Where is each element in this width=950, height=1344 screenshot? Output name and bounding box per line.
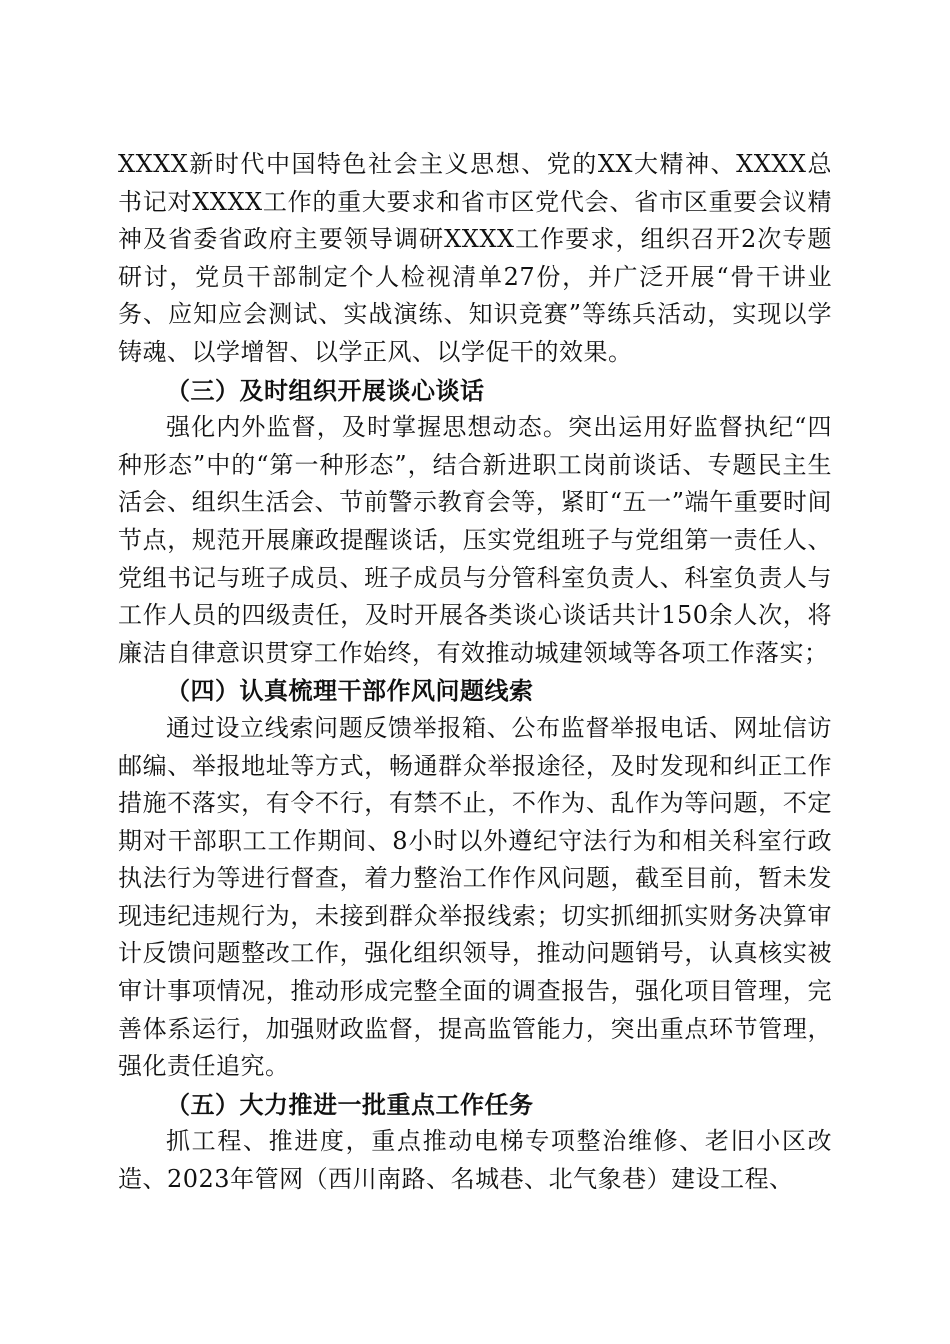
document-page [118,146,832,1199]
section-heading-5: （五）大力推进一批重点工作任务 [166,1089,534,1119]
body-paragraph-5: 抓工程、推进度，重点推动电梯专项整治维修、老旧小区改造、2023年管网（西川南路、名城巷、北气象巷）建设工程、 [118,1127,832,1194]
body-paragraph-3: 强化内外监督，及时掌握思想动态。突出运用好监督执纪“四种形态”中的“第一种形态”，结合新进职工岗前谈话、专题民主生活会、组织生活会、节前警示教育会等，紧盯“五一”端午重要时间节点，规范开展廉政提醒谈话，压实党组班子与党组第一责任人、党组书记与班子成员、班子成员与分管科室负责人、科室负责人与工作人员的四级责任，及时开展各类谈心谈话共计150余人次，将廉洁自律意识贯穿工作始终，有效推动城建领域等各项工作落实； [118,413,832,667]
section-heading-4: （四）认真梳理干部作风问题线索 [166,676,534,706]
body-paragraph-4: 通过设立线索问题反馈举报箱、公布监督举报电话、网址信访邮编、举报地址等方式，畅通群众举报途径，及时发现和纠正工作措施不落实，有令不行，有禁不止，不作为、乱作为等问题，不定期对干部职工工作期间、8小时以外遵纪守法行为和相关科室行政执法行为等进行督查，着力整治工作作风问题，截至目前，暂未发现违纪违规行为，未接到群众举报线索；切实抓细抓实财务决算审计反馈问题整改工作，强化组织领导，推动问题销号，认真核实被审计事项情况，推动形成完整全面的调查报告，强化项目管理，完善体系运行，加强财政监督，提高监管能力，突出重点环节管理，强化责任追究。 [118,713,832,1081]
section-heading-3: （三）及时组织开展谈心谈话 [166,375,485,405]
body-paragraph-continuation: XXXX新时代中国特色社会主义思想、党的XX大精神、XXXX总书记对XXXX工作的重大要求和省市区党代会、省市区重要会议精神及省委省政府主要领导调研XXXX工作要求，组织召开2次专题研讨，党员干部制定个人检视清单27份，并广泛开展“骨干讲业务、应知应会测试、实战演练、知识竞赛”等练兵活动，实现以学铸魂、以学增智、以学正风、以学促干的效果。 [118,150,832,366]
